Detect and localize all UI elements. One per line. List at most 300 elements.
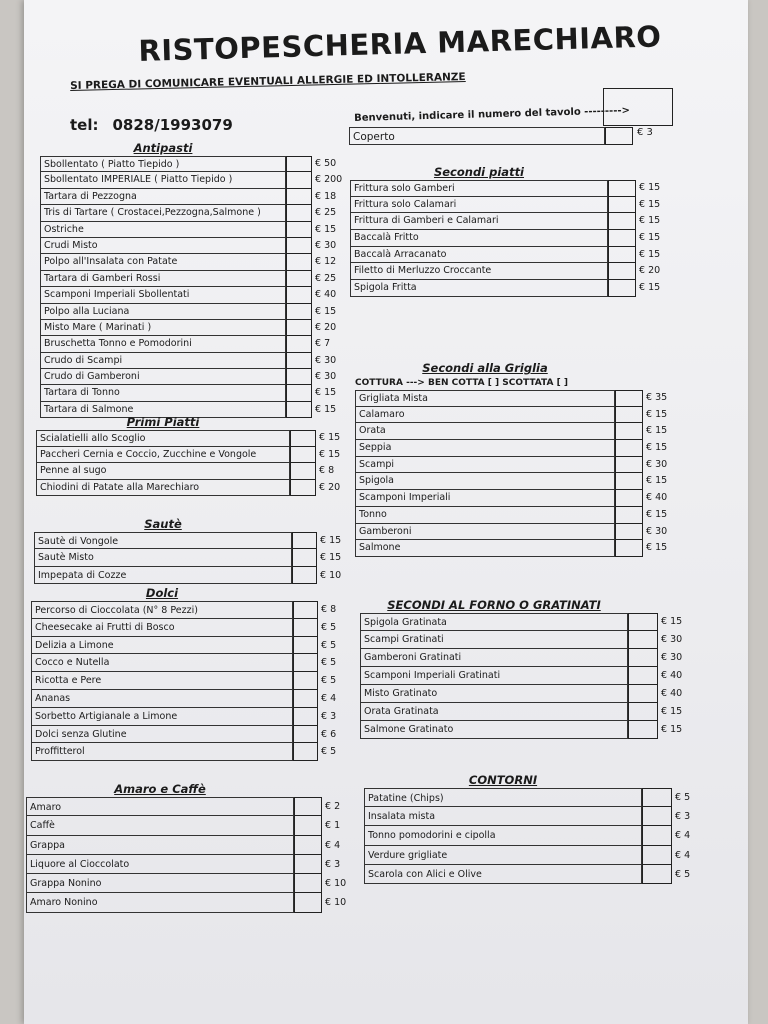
- menu-item-scampi-gratinati: [360, 631, 683, 649]
- menu-item-price: € 15: [646, 542, 668, 554]
- menu-item-price: € 40: [646, 492, 668, 504]
- menu-item-price: € 30: [315, 354, 337, 366]
- menu-item-list: [360, 613, 683, 739]
- coperto-checkbox[interactable]: [605, 127, 633, 145]
- quantity-checkbox[interactable]: [615, 540, 643, 557]
- menu-item-name: Patatine (Chips): [364, 788, 642, 807]
- menu-item-name: Crudi Misto: [40, 238, 286, 254]
- phone-line: [70, 116, 233, 134]
- menu-item-name: Frittura solo Calamari: [350, 197, 608, 214]
- quantity-checkbox[interactable]: [608, 263, 636, 280]
- quantity-checkbox[interactable]: [292, 567, 317, 584]
- menu-item-name: Amaro: [26, 797, 294, 816]
- menu-item-price: € 3: [321, 710, 337, 722]
- menu-item-tonno-pomodorini-e-cipolla: [364, 826, 691, 845]
- menu-item-price: € 5: [321, 657, 337, 669]
- menu-item-name: Spigola Gratinata: [360, 613, 628, 631]
- menu-item-name: Verdure grigliate: [364, 846, 642, 865]
- menu-item-list: [34, 532, 342, 584]
- menu-item-cocco-e-nutella: [31, 654, 337, 672]
- menu-item-saute-di-vongole: [34, 532, 342, 549]
- menu-item-name: Cocco e Nutella: [31, 654, 293, 672]
- menu-item-name: Salmone: [355, 540, 615, 557]
- menu-item-misto-mare-marinati: [40, 320, 337, 336]
- menu-item-bruschetta-tonno-e-pomodorini: [40, 336, 331, 352]
- menu-item-price: € 15: [646, 475, 668, 487]
- quantity-checkbox[interactable]: [628, 667, 658, 685]
- quantity-checkbox[interactable]: [290, 447, 316, 464]
- menu-item-list: [26, 797, 347, 913]
- menu-item-scampi: [355, 457, 668, 474]
- phone-label: tel:: [70, 116, 99, 134]
- quantity-checkbox[interactable]: [642, 826, 672, 845]
- quantity-checkbox[interactable]: [628, 631, 658, 649]
- section-title: Secondi alla Griglia: [422, 361, 548, 375]
- menu-item-name: Baccalà Arracanato: [350, 247, 608, 264]
- coperto-label: Coperto: [349, 127, 605, 145]
- menu-item-price: € 30: [646, 525, 668, 537]
- menu-item-price: € 18: [315, 190, 337, 202]
- menu-item-price: € 3: [325, 858, 341, 870]
- quantity-checkbox[interactable]: [615, 457, 643, 474]
- menu-item-price: € 15: [315, 403, 337, 415]
- menu-item-name: Scamponi Imperiali: [355, 490, 615, 507]
- quantity-checkbox[interactable]: [293, 690, 318, 708]
- menu-item-price: € 15: [639, 182, 661, 193]
- menu-item-name: Sautè Misto: [34, 549, 292, 566]
- menu-item-name: Tris di Tartare ( Crostacei,Pezzogna,Salmone ): [40, 205, 286, 221]
- menu-item-frittura-solo-calamari: [350, 197, 661, 214]
- section-primi-piatti: [36, 414, 341, 496]
- menu-item-price: € 15: [661, 706, 683, 717]
- menu-item-name: Penne al sugo: [36, 463, 290, 480]
- menu-item-price: € 40: [661, 670, 683, 681]
- menu-item-name: Orata: [355, 423, 615, 440]
- menu-item-name: Baccalà Fritto: [350, 230, 608, 247]
- menu-item-crudo-di-scampi: [40, 353, 337, 369]
- menu-item-name: Bruschetta Tonno e Pomodorini: [40, 336, 286, 352]
- menu-item-price: € 40: [315, 289, 337, 301]
- menu-item-price: € 4: [675, 830, 691, 842]
- menu-item-price: € 20: [639, 265, 661, 277]
- menu-item-price: € 30: [315, 371, 337, 383]
- table-number-box[interactable]: [603, 88, 673, 126]
- menu-item-price: € 15: [639, 232, 661, 244]
- menu-item-caffe: [26, 816, 341, 835]
- quantity-checkbox[interactable]: [615, 473, 643, 490]
- menu-item-price: € 15: [315, 223, 337, 235]
- menu-item-name: Tartara di Gamberi Rossi: [40, 271, 286, 287]
- menu-item-name: Grigliata Mista: [355, 390, 615, 407]
- menu-item-tris-di-tartare-crostacei-pezzogna-salmone: [40, 205, 337, 221]
- menu-item-baccala-arracanato: [350, 247, 661, 264]
- menu-item-impepata-di-cozze: [34, 567, 342, 584]
- menu-item-price: € 2: [325, 801, 341, 812]
- menu-item-name: Spigola Fritta: [350, 280, 608, 297]
- menu-item-name: Ostriche: [40, 222, 286, 238]
- menu-item-price: € 15: [639, 248, 661, 260]
- quantity-checkbox[interactable]: [286, 353, 312, 369]
- menu-item-scarola-con-alici-e-olive: [364, 865, 691, 884]
- menu-item-price: € 10: [325, 897, 347, 909]
- menu-item-ananas: [31, 690, 337, 708]
- section-antipasti: [40, 140, 343, 418]
- quantity-checkbox[interactable]: [286, 238, 312, 254]
- menu-item-spigola: [355, 473, 668, 490]
- menu-item-price: € 4: [675, 849, 691, 861]
- menu-item-liquore-al-cioccolato: [26, 855, 341, 874]
- quantity-checkbox[interactable]: [293, 672, 318, 690]
- menu-item-name: Scarola con Alici e Olive: [364, 865, 642, 884]
- menu-item-sorbetto-artigianale-a-limone: [31, 708, 337, 726]
- menu-item-spigola-fritta: [350, 280, 661, 297]
- menu-item-name: Sautè di Vongole: [34, 532, 292, 549]
- quantity-checkbox[interactable]: [615, 440, 643, 457]
- section-contorni: [364, 772, 691, 884]
- menu-item-name: Polpo alla Luciana: [40, 304, 286, 320]
- menu-item-chiodini-di-patate-alla-marechiaro: [36, 480, 341, 497]
- menu-item-amaro-nonino: [26, 893, 347, 912]
- quantity-checkbox[interactable]: [286, 385, 312, 401]
- menu-item-list: [36, 430, 341, 496]
- menu-item-price: € 15: [319, 448, 341, 460]
- menu-item-name: Frittura solo Gamberi: [350, 180, 608, 197]
- menu-item-crudi-misto: [40, 238, 337, 254]
- menu-item-spigola-gratinata: [360, 613, 683, 631]
- menu-item-crudo-di-gamberoni: [40, 369, 337, 385]
- menu-item-name: Dolci senza Glutine: [31, 726, 293, 744]
- menu-item-price: € 200: [315, 174, 343, 186]
- quantity-checkbox[interactable]: [628, 685, 658, 703]
- menu-item-name: Scampi: [355, 457, 615, 474]
- menu-item-price: € 3: [675, 811, 691, 823]
- menu-item-price: € 40: [661, 688, 683, 699]
- quantity-checkbox[interactable]: [293, 654, 318, 672]
- menu-item-patatine-chips: [364, 788, 691, 807]
- menu-item-list: [350, 180, 661, 297]
- section-dolci: [31, 585, 337, 761]
- menu-item-scamponi-imperiali-sbollentati: [40, 287, 337, 303]
- quantity-checkbox[interactable]: [286, 222, 312, 238]
- phone-number: 0828/1993079: [112, 116, 233, 134]
- menu-item-grappa-nonino: [26, 874, 347, 893]
- menu-item-name: Gamberoni Gratinati: [360, 649, 628, 667]
- section-title: Sautè: [144, 517, 182, 531]
- menu-item-price: € 15: [646, 425, 668, 437]
- section-amaro-caffe: [26, 781, 347, 913]
- menu-item-name: Tonno: [355, 507, 615, 524]
- section-title: Secondi piatti: [433, 165, 525, 179]
- quantity-checkbox[interactable]: [608, 180, 636, 197]
- restaurant-title: RISTOPESCHERIA MARECHIARO: [138, 19, 662, 68]
- table-number-prompt: Benvenuti, indicare il numero del tavolo --------->: [354, 105, 631, 124]
- menu-item-name: Crudo di Gamberoni: [40, 369, 286, 385]
- menu-item-price: € 15: [661, 616, 683, 627]
- quantity-checkbox[interactable]: [286, 189, 312, 205]
- quantity-checkbox[interactable]: [294, 836, 322, 855]
- quantity-checkbox[interactable]: [286, 271, 312, 287]
- menu-item-price: € 15: [639, 215, 661, 227]
- menu-item-salmone: [355, 540, 668, 557]
- menu-item-list: [355, 390, 668, 557]
- quantity-checkbox[interactable]: [294, 816, 322, 835]
- menu-item-name: Tartara di Pezzogna: [40, 189, 286, 205]
- section-title: Primi Piatti: [126, 415, 200, 429]
- quantity-checkbox[interactable]: [286, 336, 312, 352]
- menu-item-name: Grappa Nonino: [26, 874, 294, 893]
- quantity-checkbox[interactable]: [608, 280, 636, 297]
- menu-item-name: Delizia a Limone: [31, 637, 293, 655]
- quantity-checkbox[interactable]: [615, 524, 643, 541]
- menu-item-name: Scampi Gratinati: [360, 631, 628, 649]
- quantity-checkbox[interactable]: [615, 507, 643, 524]
- menu-item-list: [40, 156, 343, 418]
- menu-item-name: Liquore al Cioccolato: [26, 855, 294, 874]
- menu-item-filetto-di-merluzzo-croccante: [350, 263, 661, 280]
- menu-item-name: Gamberoni: [355, 524, 615, 541]
- menu-item-price: € 50: [315, 158, 337, 169]
- menu-item-verdure-grigliate: [364, 846, 691, 865]
- quantity-checkbox[interactable]: [293, 708, 318, 726]
- coperto-row: [349, 127, 653, 149]
- quantity-checkbox[interactable]: [628, 649, 658, 667]
- menu-item-ostriche: [40, 222, 337, 238]
- quantity-checkbox[interactable]: [293, 726, 318, 744]
- section-secondi-forno: [360, 597, 683, 739]
- menu-item-price: € 20: [315, 321, 337, 333]
- menu-item-price: € 5: [321, 675, 337, 687]
- menu-item-tartara-di-pezzogna: [40, 189, 337, 205]
- menu-item-name: Frittura di Gamberi e Calamari: [350, 213, 608, 230]
- menu-item-price: € 35: [646, 392, 668, 403]
- menu-item-grappa: [26, 836, 341, 855]
- menu-item-name: Orata Gratinata: [360, 703, 628, 721]
- menu-item-name: Sorbetto Artigianale a Limone: [31, 708, 293, 726]
- menu-item-gamberoni: [355, 524, 668, 541]
- menu-item-price: € 4: [325, 839, 341, 851]
- menu-item-price: € 12: [315, 256, 337, 268]
- quantity-checkbox[interactable]: [292, 532, 317, 549]
- quantity-checkbox[interactable]: [628, 613, 658, 631]
- quantity-checkbox[interactable]: [608, 230, 636, 247]
- menu-item-list: [31, 601, 337, 761]
- menu-item-name: Paccheri Cernia e Coccio, Zucchine e Vongole: [36, 447, 290, 464]
- menu-item-price: € 15: [661, 724, 683, 735]
- menu-item-proffitterol: [31, 743, 337, 761]
- quantity-checkbox[interactable]: [642, 788, 672, 807]
- menu-item-tonno: [355, 507, 668, 524]
- quantity-checkbox[interactable]: [615, 423, 643, 440]
- menu-item-tartara-di-tonno: [40, 385, 337, 401]
- menu-item-amaro: [26, 797, 341, 816]
- menu-item-name: Seppia: [355, 440, 615, 457]
- menu-item-price: € 15: [646, 408, 668, 420]
- menu-item-insalata-mista: [364, 807, 691, 826]
- menu-item-saute-misto: [34, 549, 342, 566]
- quantity-checkbox[interactable]: [286, 172, 312, 188]
- menu-item-name: Calamaro: [355, 407, 615, 424]
- menu-item-name: Sbollentato ( Piatto Tiepido ): [40, 156, 286, 172]
- menu-item-price: € 25: [315, 207, 337, 219]
- quantity-checkbox[interactable]: [615, 490, 643, 507]
- menu-item-price: € 25: [315, 272, 337, 284]
- cottura-options: COTTURA ---> BEN COTTA [ ] SCOTTATA [ ]: [355, 378, 568, 388]
- menu-item-frittura-di-gamberi-e-calamari: [350, 213, 661, 230]
- menu-item-orata-gratinata: [360, 703, 683, 721]
- menu-item-price: € 10: [325, 878, 347, 890]
- quantity-checkbox[interactable]: [642, 846, 672, 865]
- menu-item-paccheri-cernia-e-coccio-zucchine-e-vongole: [36, 447, 341, 464]
- quantity-checkbox[interactable]: [608, 197, 636, 214]
- menu-item-name: Caffè: [26, 816, 294, 835]
- menu-item-frittura-solo-gamberi: [350, 180, 661, 197]
- menu-item-name: Polpo all'Insalata con Patate: [40, 254, 286, 270]
- menu-item-cheesecake-ai-frutti-di-bosco: [31, 619, 337, 637]
- quantity-checkbox[interactable]: [294, 797, 322, 816]
- menu-item-list: [364, 788, 691, 884]
- quantity-checkbox[interactable]: [292, 549, 317, 566]
- menu-item-sbollentato-piatto-tiepido: [40, 156, 337, 172]
- menu-item-name: Misto Gratinato: [360, 685, 628, 703]
- menu-item-price: € 5: [675, 792, 691, 803]
- section-saute: [34, 516, 342, 584]
- quantity-checkbox[interactable]: [293, 637, 318, 655]
- menu-item-price: € 15: [639, 198, 661, 210]
- section-title: Dolci: [145, 586, 179, 600]
- section-title: SECONDI AL FORNO O GRATINATI: [387, 598, 601, 612]
- menu-item-name: Crudo di Scampi: [40, 353, 286, 369]
- menu-item-price: € 30: [646, 458, 668, 470]
- quantity-checkbox[interactable]: [628, 721, 658, 739]
- menu-item-price: € 5: [321, 621, 337, 633]
- quantity-checkbox[interactable]: [286, 287, 312, 303]
- menu-item-salmone-gratinato: [360, 721, 683, 739]
- menu-item-price: € 30: [661, 652, 683, 663]
- menu-item-price: € 15: [320, 552, 342, 564]
- menu-item-name: Amaro Nonino: [26, 893, 294, 912]
- menu-item-price: € 4: [321, 692, 337, 704]
- quantity-checkbox[interactable]: [294, 874, 322, 893]
- menu-item-seppia: [355, 440, 668, 457]
- menu-item-ricotta-e-pere: [31, 672, 337, 690]
- menu-item-name: Sbollentato IMPERIALE ( Piatto Tiepido ): [40, 172, 286, 188]
- menu-item-name: Tartara di Tonno: [40, 385, 286, 401]
- coperto-price: € 3: [637, 127, 653, 138]
- menu-item-gamberoni-gratinati: [360, 649, 683, 667]
- menu-item-sbollentato-imperiale-piatto-tiepido: [40, 172, 343, 188]
- menu-item-price: € 5: [321, 639, 337, 651]
- quantity-checkbox[interactable]: [286, 156, 312, 172]
- menu-item-price: € 15: [315, 305, 337, 317]
- menu-item-penne-al-sugo: [36, 463, 335, 480]
- menu-item-price: € 15: [639, 282, 661, 294]
- quantity-checkbox[interactable]: [290, 430, 316, 447]
- quantity-checkbox[interactable]: [608, 247, 636, 264]
- menu-item-price: € 8: [319, 465, 335, 476]
- menu-item-name: Chiodini di Patate alla Marechiaro: [36, 480, 290, 497]
- section-secondi-griglia: [355, 360, 668, 557]
- menu-item-calamaro: [355, 407, 668, 424]
- quantity-checkbox[interactable]: [293, 743, 318, 761]
- quantity-checkbox[interactable]: [290, 480, 316, 497]
- menu-item-name: Impepata di Cozze: [34, 567, 292, 584]
- menu-item-tartara-di-gamberi-rossi: [40, 271, 337, 287]
- menu-item-orata: [355, 423, 668, 440]
- menu-item-name: Proffitterol: [31, 743, 293, 761]
- menu-item-polpo-all-insalata-con-patate: [40, 254, 337, 270]
- menu-item-name: Grappa: [26, 836, 294, 855]
- menu-item-polpo-alla-luciana: [40, 304, 337, 320]
- section-title: Antipasti: [133, 141, 193, 155]
- menu-item-price: € 20: [319, 481, 341, 493]
- menu-item-scialatielli-allo-scoglio: [36, 430, 341, 447]
- menu-item-price: € 5: [675, 868, 691, 880]
- menu-item-misto-gratinato: [360, 685, 683, 703]
- quantity-checkbox[interactable]: [293, 601, 318, 619]
- quantity-checkbox[interactable]: [286, 304, 312, 320]
- menu-item-scamponi-imperiali-gratinati: [360, 667, 683, 685]
- quantity-checkbox[interactable]: [628, 703, 658, 721]
- menu-item-price: € 30: [661, 634, 683, 645]
- quantity-checkbox[interactable]: [642, 807, 672, 826]
- menu-item-price: € 5: [321, 746, 337, 758]
- menu-item-percorso-di-cioccolata-n-8-pezzi: [31, 601, 337, 619]
- menu-item-name: Spigola: [355, 473, 615, 490]
- menu-item-name: Scamponi Imperiali Gratinati: [360, 667, 628, 685]
- menu-item-name: Filetto di Merluzzo Croccante: [350, 263, 608, 280]
- menu-item-name: Insalata mista: [364, 807, 642, 826]
- menu-item-dolci-senza-glutine: [31, 726, 337, 744]
- section-secondi-piatti: [350, 164, 661, 297]
- quantity-checkbox[interactable]: [286, 205, 312, 221]
- quantity-checkbox[interactable]: [615, 407, 643, 424]
- menu-item-delizia-a-limone: [31, 637, 337, 655]
- menu-item-name: Misto Mare ( Marinati ): [40, 320, 286, 336]
- quantity-checkbox[interactable]: [642, 865, 672, 884]
- menu-item-name: Percorso di Cioccolata (N° 8 Pezzi): [31, 601, 293, 619]
- menu-item-name: Ananas: [31, 690, 293, 708]
- menu-item-name: Cheesecake ai Frutti di Bosco: [31, 619, 293, 637]
- menu-item-price: € 30: [315, 239, 337, 251]
- menu-item-price: € 15: [319, 432, 341, 443]
- quantity-checkbox[interactable]: [293, 619, 318, 637]
- quantity-checkbox[interactable]: [608, 213, 636, 230]
- menu-item-price: € 15: [320, 535, 342, 546]
- menu-item-baccala-fritto: [350, 230, 661, 247]
- section-title: Amaro e Caffè: [114, 782, 206, 796]
- quantity-checkbox[interactable]: [286, 320, 312, 336]
- menu-item-price: € 15: [646, 508, 668, 520]
- quantity-checkbox[interactable]: [290, 463, 316, 480]
- quantity-checkbox[interactable]: [286, 254, 312, 270]
- quantity-checkbox[interactable]: [286, 369, 312, 385]
- menu-item-price: € 8: [321, 604, 337, 615]
- menu-item-name: Scamponi Imperiali Sbollentati: [40, 287, 286, 303]
- menu-item-name: Scialatielli allo Scoglio: [36, 430, 290, 447]
- menu-item-price: € 1: [325, 820, 341, 832]
- menu-item-price: € 6: [321, 728, 337, 740]
- menu-item-name: Tartara di Salmone: [40, 402, 286, 418]
- section-title: CONTORNI: [468, 773, 538, 787]
- allergy-notice: SI PREGA DI COMUNICARE EVENTUALI ALLERGIE ED INTOLLERANZE: [70, 71, 466, 92]
- menu-item-price: € 10: [320, 569, 342, 581]
- quantity-checkbox[interactable]: [615, 390, 643, 407]
- menu-item-grigliata-mista: [355, 390, 668, 407]
- menu-item-name: Salmone Gratinato: [360, 721, 628, 739]
- quantity-checkbox[interactable]: [294, 855, 322, 874]
- menu-item-name: Ricotta e Pere: [31, 672, 293, 690]
- quantity-checkbox[interactable]: [294, 893, 322, 912]
